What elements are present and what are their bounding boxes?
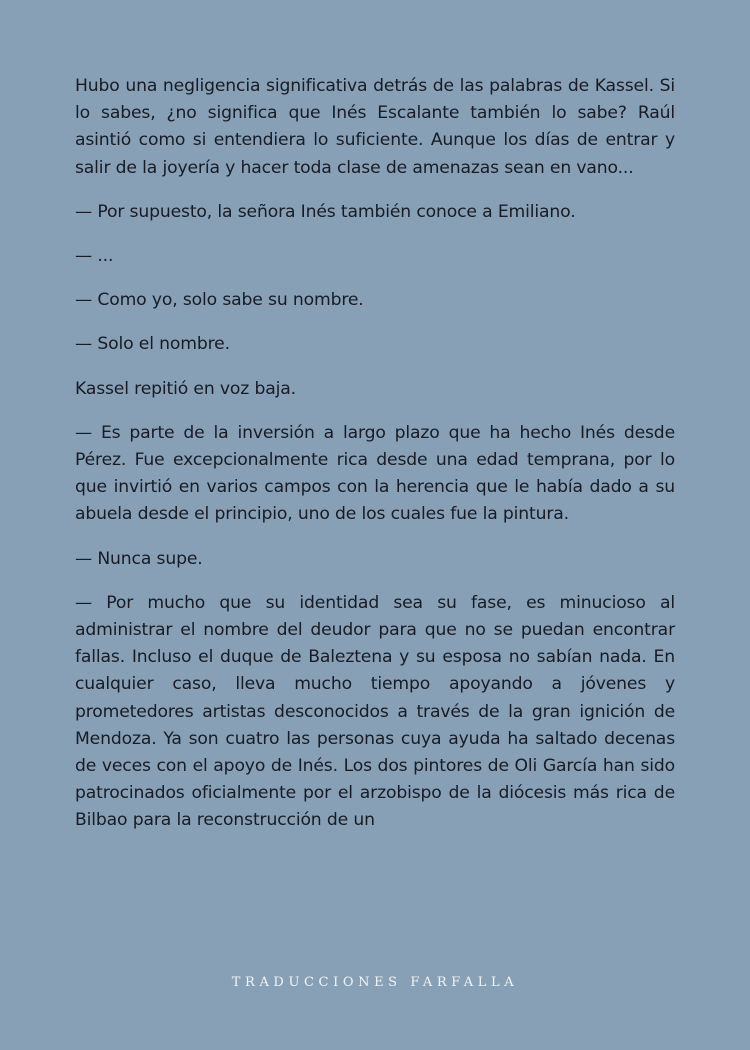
paragraph-dialogue-1: — Por supuesto, la señora Inés también conoce a Emiliano. — [75, 201, 576, 222]
paragraph-dialogue-4: — Solo el nombre. — [75, 334, 230, 355]
paragraph-narration-1: Hubo una negligencia significativa detrás de las palabras de Kassel. Si lo sabes, ¿no significa que Inés Escalante también lo sabe? Raúl asintió como si entendiera lo suficiente. Aunque los días de entrar y salir de la joyería y hacer toda clase de amenazas sean en vano... — [75, 76, 675, 178]
paragraph-dialogue-3: — Como yo, solo sabe su nombre. — [75, 290, 364, 311]
paragraph-dialogue-7: — Por mucho que su identidad sea su fase, es minucioso al administrar el nombre del deudor para que no se puedan encontrar fallas. Incluso el duque de Baleztena y su esposa no sabían nada. En cualquier caso, lleva mucho tiempo apoyando a jóvenes y prometedores artistas desconocidos a través de la gran ignición de Mendoza. Ya son cuatro las personas cuya ayuda ha saltado decenas de veces con el apoyo de Inés. Los dos pintores de Oli García han sido patrocinados oficialmente por el arzobispo de la diócesis más rica de Bilbao para la reconstrucción de un — [75, 592, 675, 831]
paragraph-narration-2: Kassel repitió en voz baja. — [75, 378, 296, 399]
paragraph-dialogue-2: — ... — [75, 246, 114, 267]
page-body — [75, 73, 675, 852]
paragraph-dialogue-6: — Nunca supe. — [75, 548, 203, 569]
paragraph-dialogue-5: — Es parte de la inversión a largo plazo que ha hecho Inés desde Pérez. Fue excepcionalmente rica desde una edad temprana, por lo que invirtió en varios campos con la herencia que le había dado a su abuela desde el principio, uno de los cuales fue la pintura. — [75, 422, 675, 525]
footer-watermark: TRADUCCIONES FARFALLA — [231, 975, 519, 990]
